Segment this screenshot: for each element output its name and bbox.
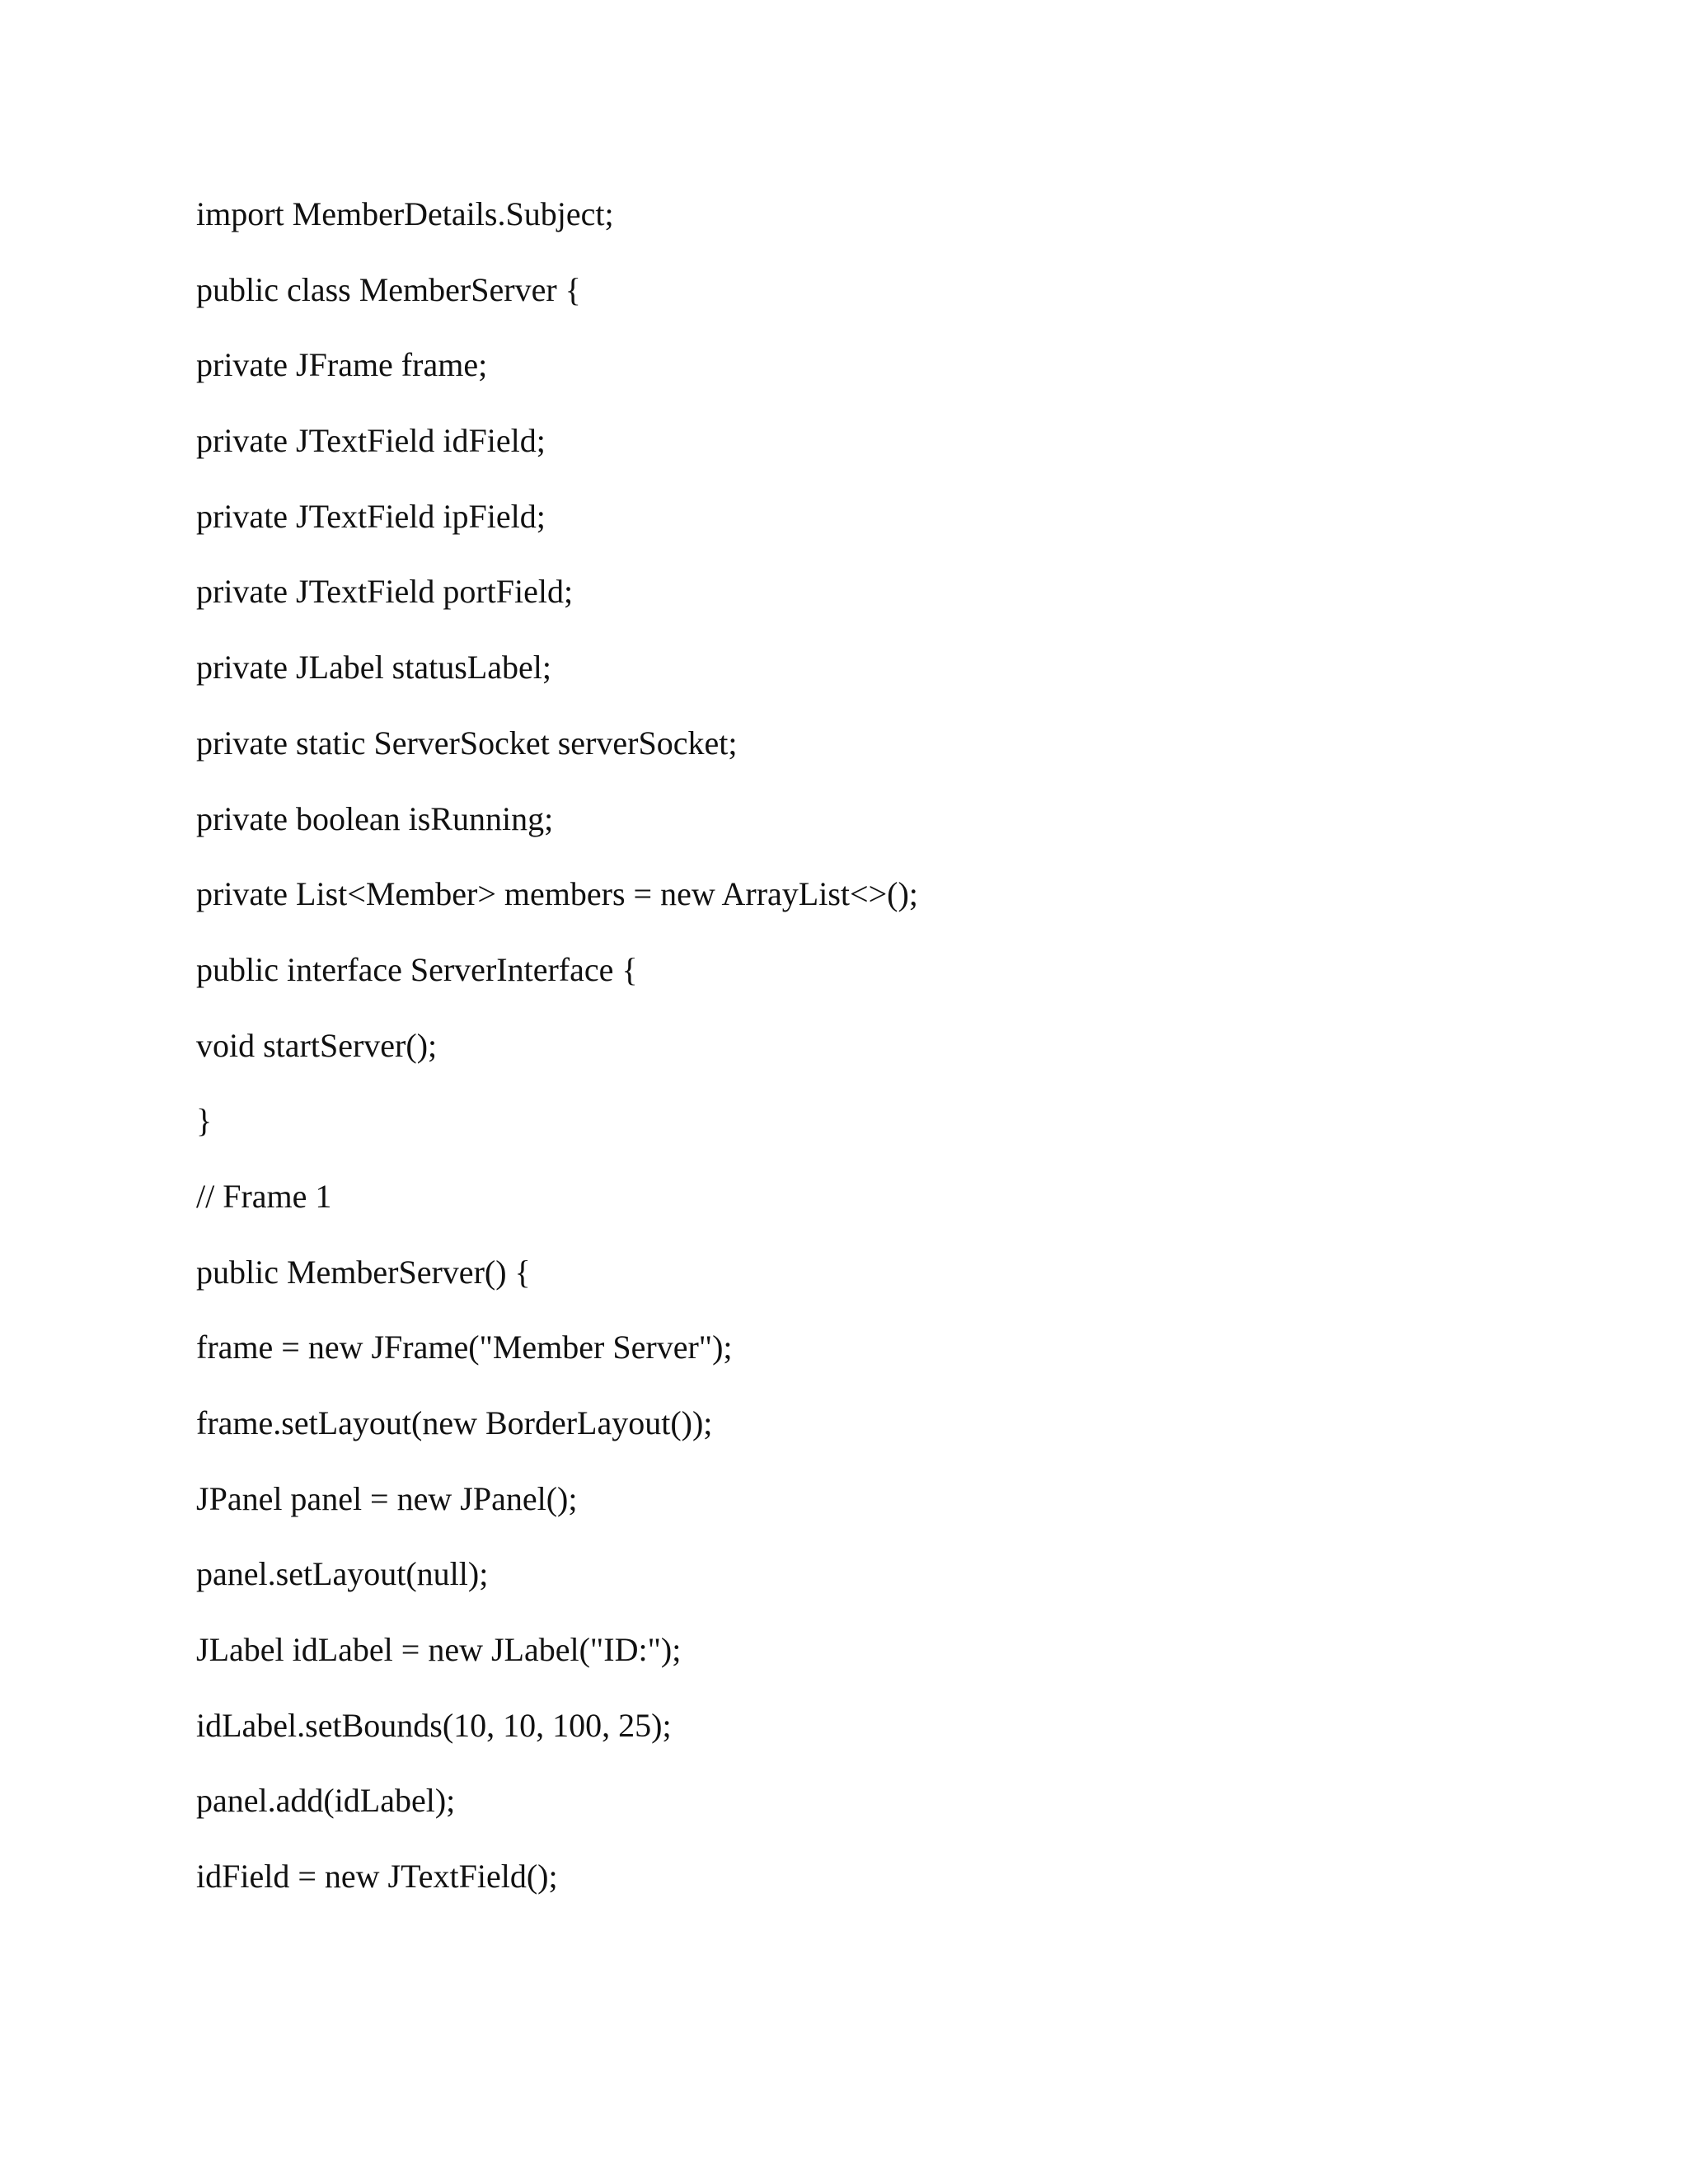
code-listing — [196, 190, 1597, 1928]
code-line: JPanel panel = new JPanel(); — [196, 1479, 578, 1517]
code-line: public MemberServer() { — [196, 1253, 531, 1291]
code-line: private List<Member> members = new ArrayList<>(); — [196, 875, 918, 913]
code-line: private JTextField ipField; — [196, 497, 546, 535]
code-line: public class MemberServer { — [196, 270, 581, 308]
code-line: // Frame 1 — [196, 1177, 332, 1215]
code-line: idField = new JTextField(); — [196, 1858, 558, 1896]
code-line: public interface ServerInterface { — [196, 950, 638, 988]
code-line: panel.setLayout(null); — [196, 1555, 489, 1593]
code-line: private boolean isRunning; — [196, 799, 554, 837]
code-line: frame = new JFrame("Member Server"); — [196, 1329, 733, 1366]
code-line: private JTextField portField; — [196, 573, 574, 611]
code-line: private JTextField idField; — [196, 422, 546, 460]
code-line: } — [196, 1102, 213, 1140]
code-line: panel.add(idLabel); — [196, 1782, 456, 1820]
code-line: private JLabel statusLabel; — [196, 649, 551, 687]
code-line: private static ServerSocket serverSocket; — [196, 724, 738, 762]
code-line: private JFrame frame; — [196, 346, 488, 384]
code-line: frame.setLayout(new BorderLayout()); — [196, 1404, 713, 1441]
code-line: JLabel idLabel = new JLabel("ID:"); — [196, 1631, 682, 1669]
code-line: import MemberDetails.Subject; — [196, 195, 614, 232]
code-line: idLabel.setBounds(10, 10, 100, 25); — [196, 1706, 672, 1744]
code-line: void startServer(); — [196, 1026, 438, 1064]
